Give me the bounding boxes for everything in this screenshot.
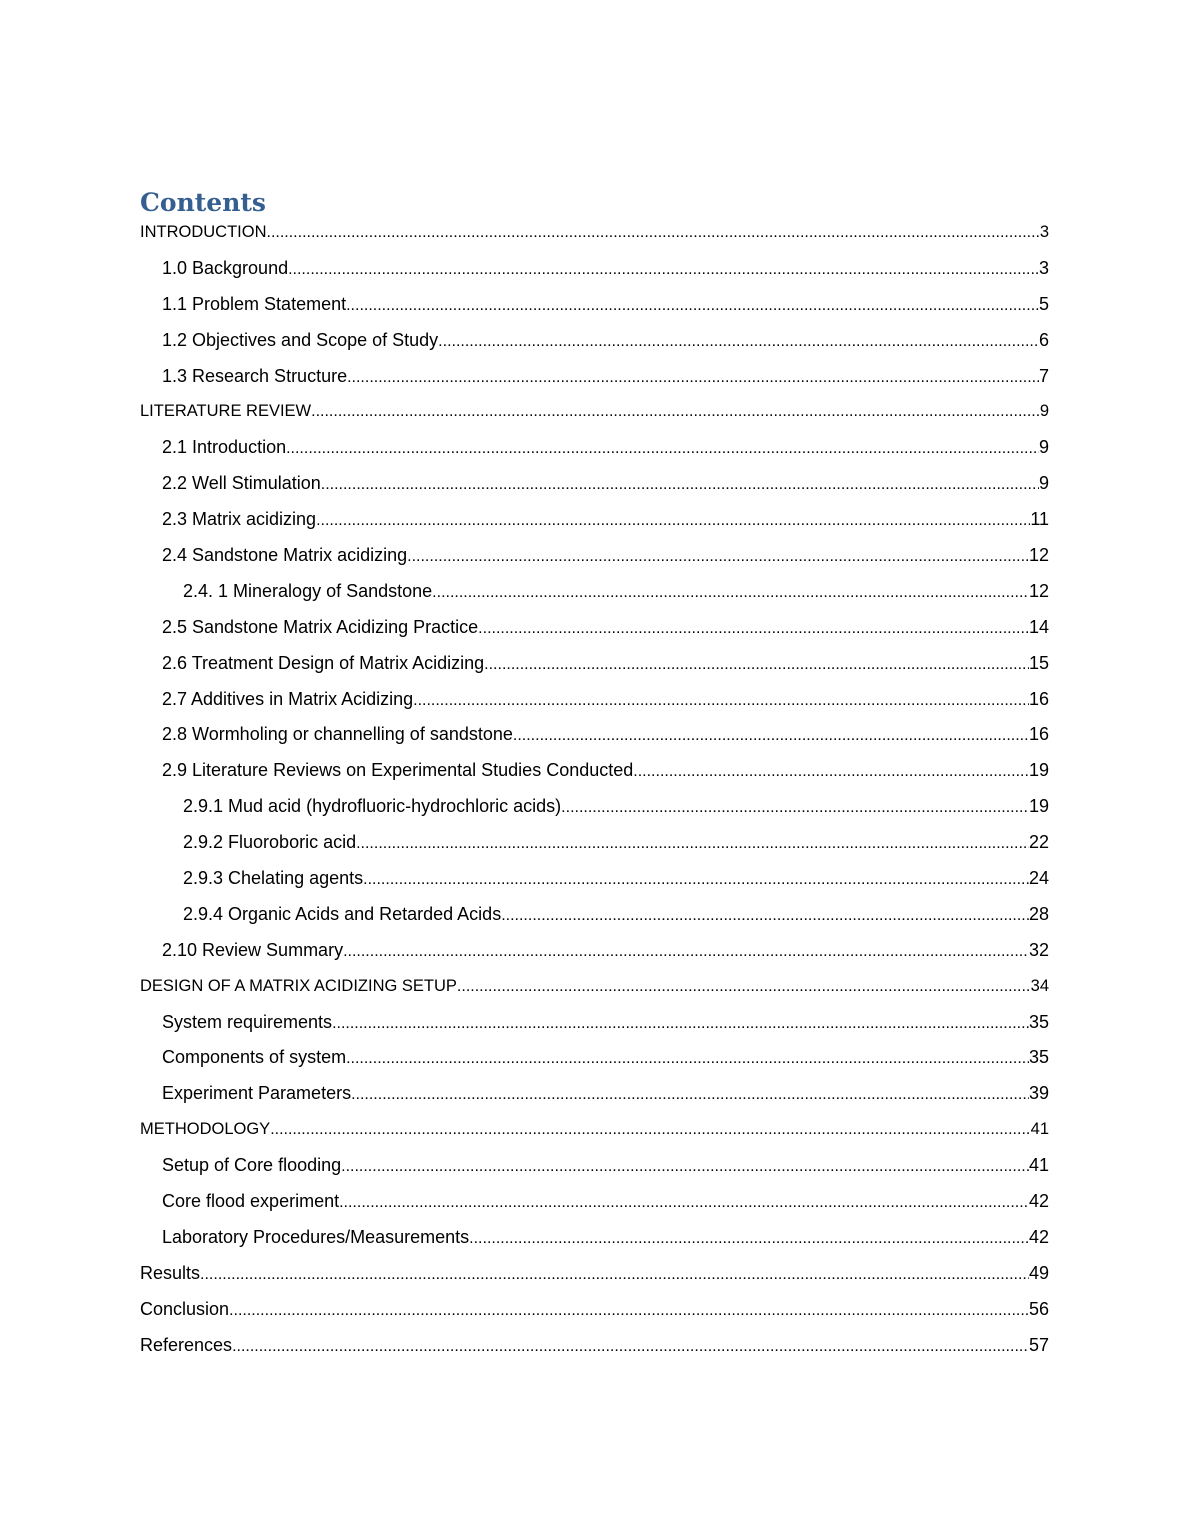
toc-heading: Contents [140,188,267,217]
toc-dot-leader [501,902,1029,930]
toc-page-number[interactable]: 49 [1028,1262,1049,1283]
toc-page-number[interactable]: 16 [1028,724,1049,745]
toc-dot-leader [343,938,1029,966]
toc-dot-leader [413,687,1029,715]
toc-page-number[interactable]: 57 [1028,1334,1049,1355]
toc-entry-label[interactable]: INTRODUCTION [140,223,267,241]
toc-dot-leader [286,435,1039,463]
toc-entry[interactable] [140,756,1049,792]
toc-entry[interactable] [140,685,1049,721]
toc-page-number[interactable]: 19 [1028,760,1049,781]
toc-entry[interactable] [140,792,1049,828]
toc-dot-leader [457,973,1031,1001]
toc-entry-label[interactable]: DESIGN OF A MATRIX ACIDIZING SETUP [140,976,457,995]
toc-dot-leader [347,364,1039,392]
toc-dot-leader [469,1225,1029,1253]
toc-entry-label[interactable]: Results [140,1262,201,1283]
toc-page-number[interactable]: 39 [1028,1083,1049,1104]
toc-dot-leader [438,328,1039,356]
toc-page-number[interactable]: 9 [1039,402,1049,421]
toc-dot-leader [267,219,1040,247]
toc-page-number[interactable]: 14 [1028,616,1049,637]
toc-entry-label[interactable]: 2.1 Introduction [162,437,287,458]
toc-entry[interactable] [140,362,1049,398]
toc-entry[interactable] [140,254,1049,290]
toc-dot-leader [316,507,1030,535]
toc-entry[interactable] [140,1008,1049,1044]
toc-entry[interactable] [140,433,1049,469]
toc-dot-leader [288,256,1039,284]
toc-dot-leader [478,615,1029,643]
toc-entry[interactable] [140,541,1049,577]
toc-entry[interactable] [140,218,1049,254]
toc-entry[interactable] [140,720,1049,756]
toc-entry[interactable] [140,1079,1049,1115]
toc-page-number[interactable]: 5 [1038,293,1049,314]
toc-entry[interactable] [140,649,1049,685]
toc-entry[interactable] [140,1331,1049,1367]
toc-dot-leader [232,1333,1029,1361]
toc-dot-leader [513,722,1029,750]
toc-entry[interactable] [140,1295,1049,1331]
toc-entry[interactable] [140,469,1049,505]
toc-dot-leader [561,794,1029,822]
toc-entry-label[interactable]: 2.9.4 Organic Acids and Retarded Acids [183,903,502,924]
toc-entry[interactable] [140,505,1049,541]
toc-entry-label[interactable]: 1.3 Research Structure [162,365,348,386]
toc-dot-leader [200,1261,1029,1289]
toc-entry[interactable] [140,577,1049,613]
toc-entry[interactable] [140,972,1049,1008]
toc-page-number[interactable]: 41 [1030,1120,1049,1139]
toc-dot-leader [356,830,1029,858]
toc-entry[interactable] [140,1151,1049,1187]
toc-dot-leader [633,758,1029,786]
toc-dot-leader [351,1081,1029,1109]
toc-entry[interactable] [140,290,1049,326]
toc-dot-leader [332,1010,1029,1038]
toc-page-number[interactable]: 11 [1030,509,1049,530]
toc-entry-label[interactable]: 2.10 Review Summary [162,939,344,960]
toc-page-number[interactable]: 28 [1028,903,1049,924]
toc-entry-label[interactable]: 1.2 Objectives and Scope of Study [162,329,439,350]
toc-entry[interactable] [140,1223,1049,1259]
toc-page-number[interactable]: 9 [1038,473,1049,494]
toc-page-number[interactable]: 12 [1028,545,1049,566]
toc-dot-leader [311,398,1040,426]
toc-entry[interactable] [140,936,1049,972]
toc-page-number[interactable]: 56 [1028,1298,1049,1319]
toc-page-number[interactable]: 15 [1028,652,1049,673]
toc-entry-label[interactable]: 2.8 Wormholing or channelling of sandstone [162,724,513,745]
toc-entry-label[interactable]: Conclusion [140,1298,230,1319]
toc-entry-label[interactable]: System requirements [162,1011,333,1032]
toc-dot-leader [346,1045,1029,1073]
toc-page-number[interactable]: 34 [1030,976,1049,995]
toc-entry-label[interactable]: 2.9.2 Fluoroboric acid [183,832,357,853]
toc-page-number[interactable]: 12 [1028,580,1049,601]
toc-page-number[interactable]: 35 [1028,1011,1049,1032]
toc-dot-leader [346,292,1039,320]
toc-entry-label[interactable]: Experiment Parameters [162,1083,352,1104]
toc-page-number[interactable]: 7 [1038,365,1049,386]
toc-entry-label[interactable]: 2.9.1 Mud acid (hydrofluoric-hydrochloric acids) [183,796,562,817]
toc-entry[interactable] [140,1115,1049,1151]
toc-entry-label[interactable]: 2.2 Well Stimulation [162,473,321,494]
toc-entry-label[interactable]: Laboratory Procedures/Measurements [162,1226,470,1247]
toc-page-number[interactable]: 42 [1028,1191,1049,1212]
toc-page-number[interactable]: 22 [1028,832,1049,853]
toc-entry-label[interactable]: 2.6 Treatment Design of Matrix Acidizing [162,652,485,673]
toc-entry[interactable] [140,1187,1049,1223]
toc-entry-label[interactable]: References [140,1334,233,1355]
toc-entry-label[interactable]: Components of system [162,1047,347,1068]
toc-page-number[interactable]: 32 [1028,939,1049,960]
toc-entry[interactable] [140,397,1049,433]
toc-entry[interactable] [140,1043,1049,1079]
toc-entry-label[interactable]: 2.9.3 Chelating agents [183,868,364,889]
toc-page-number[interactable]: 19 [1028,796,1049,817]
toc-entry-label[interactable]: LITERATURE REVIEW [140,402,312,421]
toc-page-number[interactable]: 3 [1039,223,1049,241]
toc-entry[interactable] [140,900,1049,936]
toc-entry[interactable] [140,864,1049,900]
toc-entry-label[interactable]: 1.1 Problem Statement [162,293,347,314]
toc-page-number[interactable]: 42 [1028,1226,1049,1247]
toc-page-number[interactable]: 3 [1038,257,1049,278]
toc-page-number[interactable]: 41 [1028,1155,1049,1176]
toc-entry[interactable] [140,613,1049,649]
toc-dot-leader [484,651,1029,679]
toc-entry-label[interactable]: 1.0 Background [162,257,289,278]
toc-entry-label[interactable]: 2.4. 1 Mineralogy of Sandstone [183,580,433,601]
toc-dot-leader [407,543,1029,571]
toc-entry[interactable] [140,828,1049,864]
toc-dot-leader [270,1116,1030,1144]
toc-page-number[interactable]: 24 [1028,868,1049,889]
toc-entry-label[interactable]: METHODOLOGY [140,1120,271,1139]
toc-page-number[interactable]: 6 [1038,329,1049,350]
toc-entry[interactable] [140,326,1049,362]
toc-entry-label[interactable]: 2.4 Sandstone Matrix acidizing [162,545,408,566]
toc-dot-leader [339,1189,1029,1217]
toc-entry-label[interactable]: Setup of Core flooding [162,1155,342,1176]
toc-page-number[interactable]: 9 [1038,437,1049,458]
toc-page-number[interactable]: 35 [1028,1047,1049,1068]
table-of-contents [140,218,1049,1367]
toc-entry-label[interactable]: 2.9 Literature Reviews on Experimental Studies Conducted [162,760,634,781]
toc-entry-label[interactable]: 2.7 Additives in Matrix Acidizing [162,688,414,709]
document-page [140,186,1049,1367]
toc-dot-leader [341,1153,1029,1181]
toc-entry-label[interactable]: 2.5 Sandstone Matrix Acidizing Practice [162,616,479,637]
toc-entry[interactable] [140,1259,1049,1295]
toc-dot-leader [363,866,1029,894]
toc-dot-leader [229,1297,1029,1325]
toc-dot-leader [432,579,1029,607]
toc-entry-label[interactable]: 2.3 Matrix acidizing [162,509,317,530]
toc-dot-leader [321,471,1039,499]
toc-entry-label[interactable]: Core flood experiment [162,1191,340,1212]
toc-page-number[interactable]: 16 [1028,688,1049,709]
